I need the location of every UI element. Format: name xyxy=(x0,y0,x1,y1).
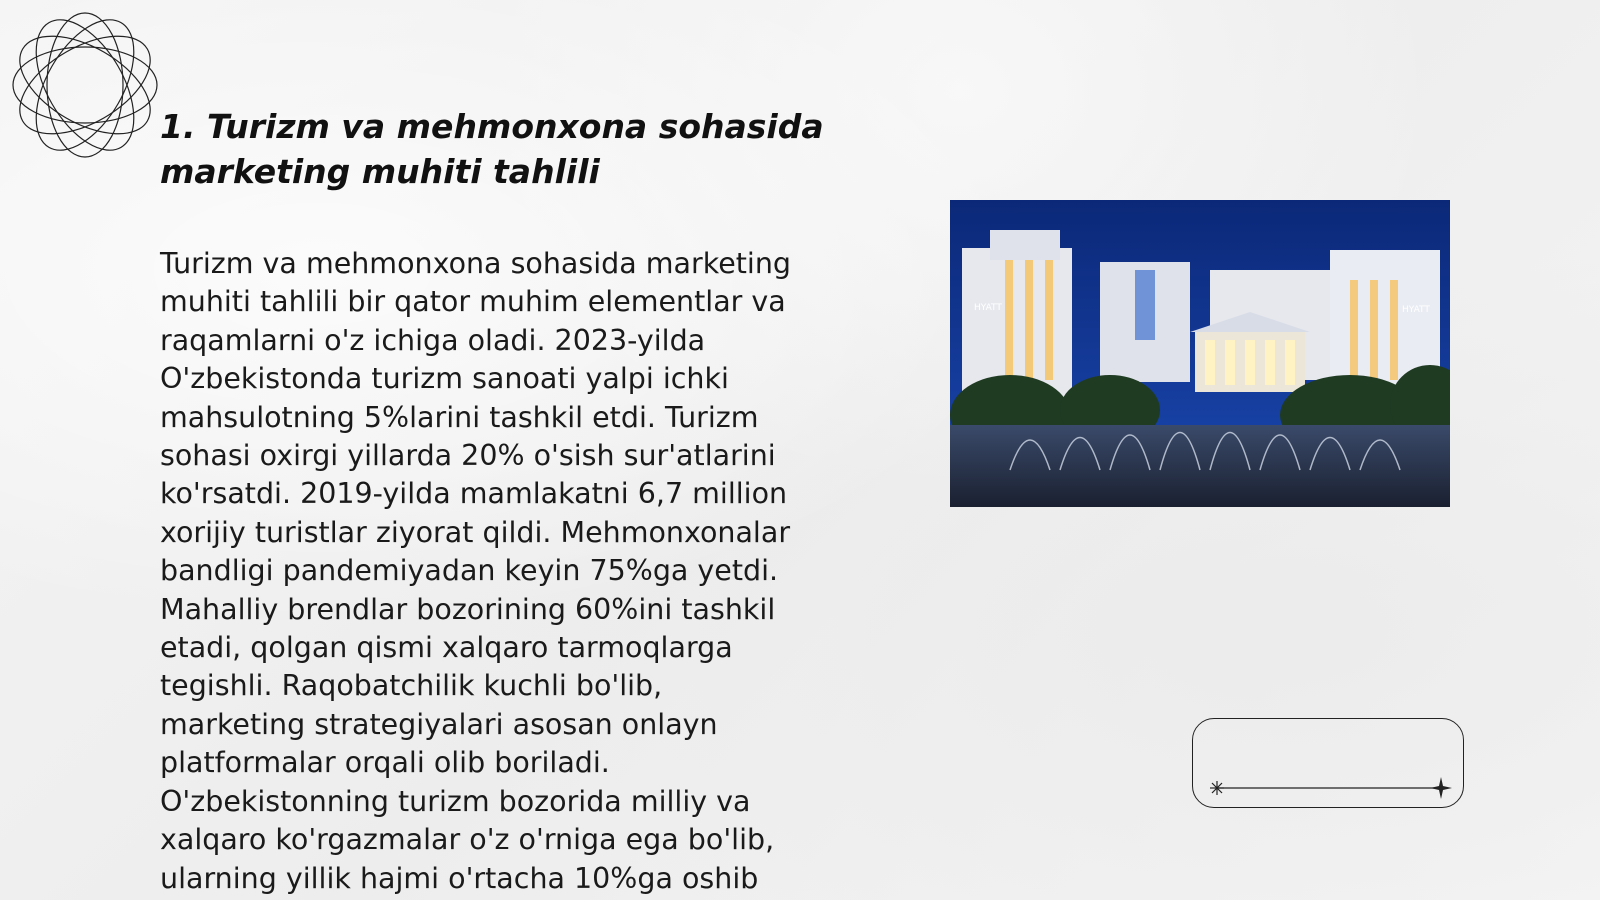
sparkle-start-icon xyxy=(1210,781,1224,795)
slider-line-icon xyxy=(1193,719,1465,809)
hotel-photo xyxy=(950,200,1450,507)
logo-text-left: HYATT xyxy=(974,303,1002,313)
sparkle-end-icon xyxy=(1430,777,1452,799)
decorative-slider-box xyxy=(1192,718,1464,808)
body-text: Turizm va mehmonxona sohasida marketing muhiti tahlili bir qator muhim elementlar va raqamlarni o'z ichiga oladi. 2023-yilda O'zbekistonda turizm sanoati yalpi ichki mahsulotning 5%larini tashkil etdi. Turizm sohasi oxirgi yillarda 20% o'sish sur'atlarini ko'rsatdi. 2019-yilda mamlakatni 6,7 million xorijiy turistlar ziyorat qildi. Mehmonxonalar bandligi pandemiyadan keyin 75%ga yetdi. Mahalliy brendlar bozorining 60%ini tashkil etadi, qolgan qismi xalqaro tarmoqlarga tegishli. Raqobatchilik kuchli bo'lib, marketing strategiyalari asosan onlayn platformalar orqali olib boriladi. O'zbekistonning turizm bozorida milliy va xalqaro ko'rgazmalar o'z o'rniga ega bo'lib, ularning yillik hajmi o'rtacha 10%ga oshib xyxy=(160,247,791,895)
hotel-image xyxy=(950,200,1450,507)
logo-text-right: HYATT xyxy=(1402,305,1430,315)
slide-title: 1. Turizm va mehmonxona sohasida marketing muhiti tahlili xyxy=(160,107,824,191)
ornament-icon xyxy=(10,10,160,160)
